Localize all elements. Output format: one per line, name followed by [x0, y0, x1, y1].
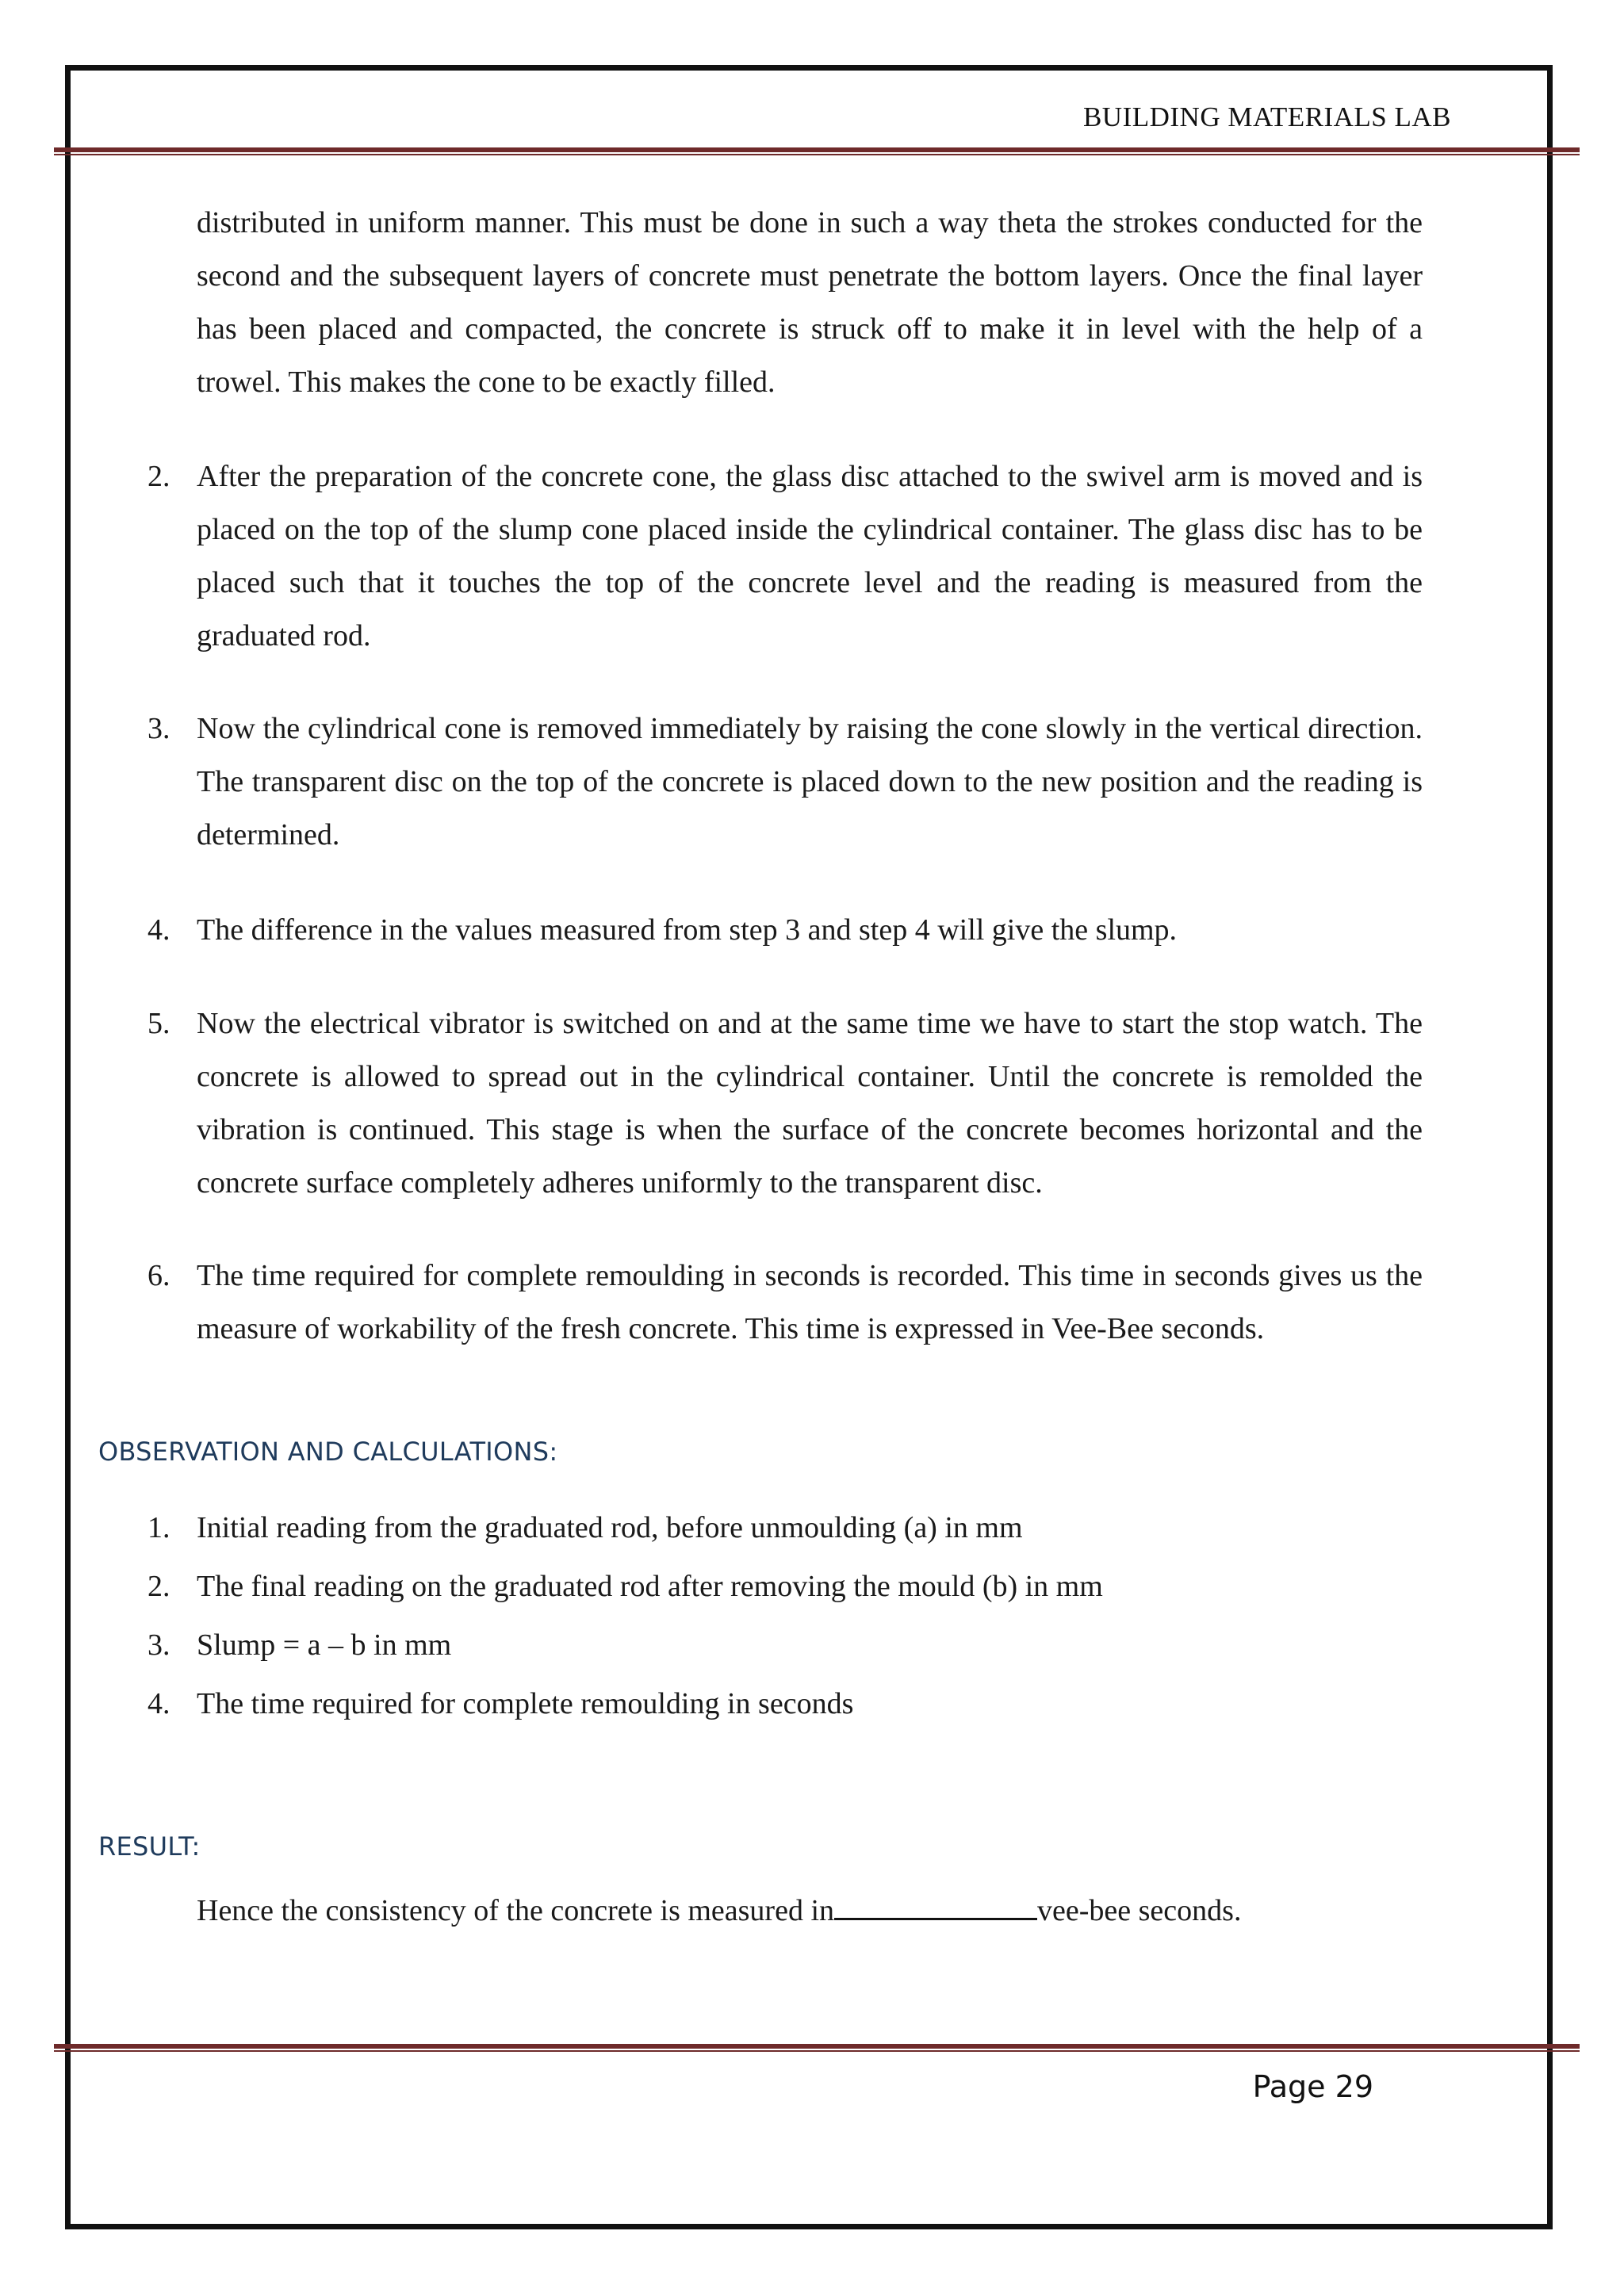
item-number: 2.: [147, 1570, 170, 1603]
step-text: After the preparation of the concrete cone, the glass disc attached to the swivel arm is moved and is placed on the top of the slump cone placed inside the cylindrical container. The glass disc has to be placed such that it touches the top of the concrete level and the reading is measured from the graduated rod.: [197, 460, 1423, 652]
list-item: [147, 1616, 1423, 1674]
header-rule: [54, 147, 1580, 157]
intro-paragraph: distributed in uniform manner. This must be done in such a way theta the strokes conducted for the second and the subsequent layers of concrete must penetrate the bottom layers. Once the final layer has been placed and compacted, the concrete is struck off to make it in level with the help of a trowel. This makes the cone to be exactly filled.: [197, 206, 1423, 399]
procedure-step: [147, 997, 1423, 1210]
page-number: Page 29: [1252, 2069, 1373, 2104]
procedure-step: [147, 702, 1423, 862]
answer-blank: [834, 1894, 1037, 1920]
step-text: The difference in the values measured from step 3 and step 4 will give the slump.: [197, 913, 1178, 947]
item-number: 1.: [147, 1511, 170, 1544]
step-number: 6.: [147, 1259, 170, 1292]
procedure-step: [147, 450, 1423, 663]
item-number: 4.: [147, 1687, 170, 1720]
item-text: Slump = a – b in mm: [197, 1628, 452, 1662]
result-sentence: [197, 1893, 1241, 1928]
observation-list: [147, 1498, 1423, 1733]
procedure-step: [147, 904, 1423, 957]
step-number: 3.: [147, 712, 170, 745]
step-number: 5.: [147, 1007, 170, 1040]
item-text: The final reading on the graduated rod after removing the mould (b) in mm: [197, 1570, 1103, 1603]
observation-heading: OBSERVATION AND CALCULATIONS:: [98, 1437, 558, 1467]
step-text: The time required for complete remoulding in seconds is recorded. This time in seconds gives us the measure of workability of the fresh concrete. This time is expressed in Vee-Bee seconds.: [197, 1259, 1423, 1345]
step-text: Now the electrical vibrator is switched on and at the same time we have to start the stop watch. The concrete is allowed to spread out in the cylindrical container. Until the concrete is remolded the vibration is continued. This stage is when the surface of the concrete becomes horizontal and the concrete surface completely adheres uniformly to the transparent disc.: [197, 1007, 1423, 1200]
step-number: 4.: [147, 913, 170, 947]
list-item: [147, 1557, 1423, 1616]
item-number: 3.: [147, 1628, 170, 1662]
step-text: Now the cylindrical cone is removed immediately by raising the cone slowly in the vertical direction. The transparent disc on the top of the concrete is placed down to the new position and the reading is determined.: [197, 712, 1423, 851]
result-text-after: vee-bee seconds.: [1037, 1894, 1242, 1927]
header-title: BUILDING MATERIALS LAB: [1082, 101, 1451, 132]
result-text-before: Hence the consistency of the concrete is measured in: [197, 1894, 835, 1927]
step-number: 2.: [147, 460, 170, 493]
item-text: Initial reading from the graduated rod, before unmoulding (a) in mm: [197, 1511, 1023, 1544]
list-item: [147, 1674, 1423, 1733]
result-heading: RESULT:: [98, 1831, 201, 1862]
footer-rule: [54, 2044, 1580, 2053]
item-text: The time required for complete remoulding in seconds: [197, 1687, 854, 1720]
procedure-step: [147, 1249, 1423, 1356]
intro-block: [197, 197, 1423, 409]
list-item: [147, 1498, 1423, 1557]
